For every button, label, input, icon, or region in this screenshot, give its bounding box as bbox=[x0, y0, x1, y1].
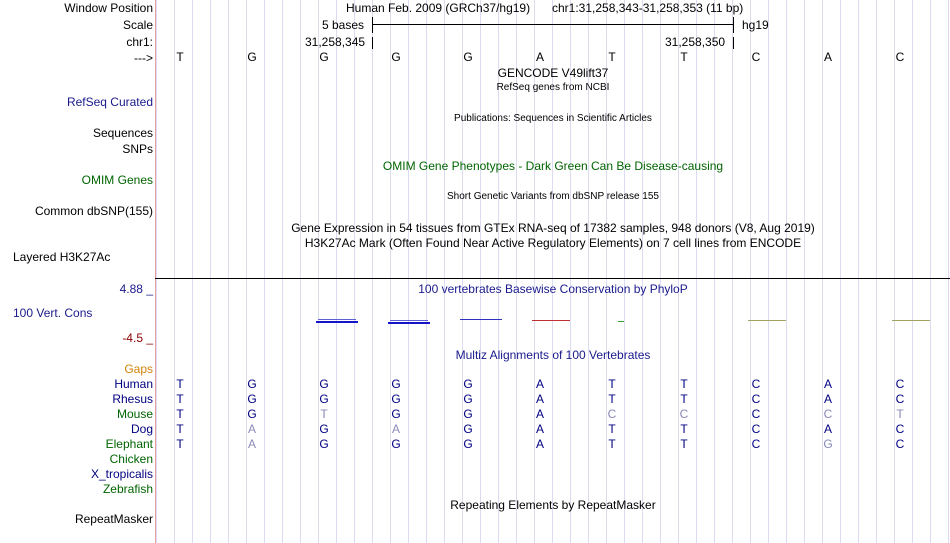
dbsnp-label[interactable]: Common dbSNP(155) bbox=[34, 204, 153, 218]
repeatmasker-label[interactable]: RepeatMasker bbox=[74, 512, 153, 526]
base-letter: T bbox=[176, 50, 184, 64]
species-label[interactable]: Chicken bbox=[109, 452, 153, 466]
chrom-label: chr1: bbox=[126, 35, 153, 49]
base-letter: T bbox=[680, 50, 688, 64]
phylop-max-label: 4.88 _ bbox=[119, 282, 153, 296]
publications-track[interactable] bbox=[156, 112, 950, 125]
base-sequence-row bbox=[156, 50, 950, 64]
aligned-base: C bbox=[751, 437, 761, 451]
aligned-base: A bbox=[535, 377, 544, 391]
phylop-min-label: -4.5 _ bbox=[122, 331, 153, 345]
aligned-base: G bbox=[247, 392, 257, 406]
aligned-base: G bbox=[391, 377, 401, 391]
base-letter: G bbox=[247, 50, 257, 64]
omim-title: OMIM Gene Phenotypes - Dark Green Can Be Disease-causing bbox=[382, 159, 724, 173]
gencode-title: GENCODE V49lift37 bbox=[497, 66, 609, 80]
aligned-base: T bbox=[608, 377, 616, 391]
species-alignment-row[interactable] bbox=[156, 437, 950, 451]
aligned-base: T bbox=[608, 422, 616, 436]
base-letter: G bbox=[391, 50, 401, 64]
scale-text: 5 bases bbox=[322, 18, 365, 32]
species-alignment-row[interactable] bbox=[156, 452, 950, 466]
assembly-text: Human Feb. 2009 (GRCh37/hg19) bbox=[346, 1, 531, 15]
base-letter: C bbox=[751, 50, 761, 64]
phylop-score-mark bbox=[460, 319, 502, 320]
phylop-score-mark bbox=[532, 320, 570, 321]
gtex-track[interactable] bbox=[156, 221, 950, 235]
aligned-base: T bbox=[608, 437, 616, 451]
species-label[interactable]: X_tropicalis bbox=[90, 467, 153, 481]
phylop-title: 100 vertebrates Basewise Conservation by PhyloP bbox=[418, 282, 688, 296]
aligned-base: C bbox=[895, 437, 905, 451]
phylop-score-mark bbox=[390, 320, 428, 321]
refseq-curated-label[interactable]: RefSeq Curated bbox=[66, 95, 153, 109]
h3k27ac-track[interactable] bbox=[156, 236, 950, 250]
base-letter: C bbox=[895, 50, 905, 64]
base-letter: G bbox=[319, 50, 329, 64]
omim-genes-label[interactable]: OMIM Genes bbox=[81, 173, 153, 187]
aligned-base: G bbox=[247, 407, 257, 421]
aligned-base: T bbox=[680, 377, 688, 391]
species-label[interactable]: Mouse bbox=[116, 407, 153, 421]
phylop-plot[interactable] bbox=[156, 316, 950, 328]
phylop-track[interactable] bbox=[156, 282, 950, 296]
strand-label: ---> bbox=[134, 51, 153, 65]
window-position-row bbox=[156, 1, 950, 15]
aligned-base: T bbox=[320, 407, 328, 421]
phylop-score-mark bbox=[748, 320, 786, 321]
aligned-base: G bbox=[463, 377, 473, 391]
species-alignment-row[interactable] bbox=[156, 377, 950, 391]
aligned-base: A bbox=[823, 377, 832, 391]
aligned-base: C bbox=[751, 392, 761, 406]
ruler-coord-left: 31,258,345 bbox=[305, 35, 366, 49]
base-letter: T bbox=[608, 50, 616, 64]
track-group-separator bbox=[155, 278, 950, 279]
aligned-base: C bbox=[823, 407, 833, 421]
ruler-tick-right bbox=[733, 37, 734, 49]
aligned-base: T bbox=[176, 407, 184, 421]
scale-label: Scale bbox=[122, 18, 153, 32]
publications-title: Publications: Sequences in Scientific Articles bbox=[454, 113, 652, 124]
aligned-base: G bbox=[319, 437, 329, 451]
track-label-column bbox=[0, 0, 155, 543]
gaps-label[interactable]: Gaps bbox=[124, 362, 153, 376]
species-alignment-row[interactable] bbox=[156, 392, 950, 406]
species-label[interactable]: Rhesus bbox=[112, 392, 153, 406]
aligned-base: A bbox=[391, 422, 400, 436]
aligned-base: C bbox=[751, 377, 761, 391]
aligned-base: A bbox=[535, 437, 544, 451]
aligned-base: G bbox=[319, 377, 329, 391]
base-letter: A bbox=[535, 50, 544, 64]
aligned-base: T bbox=[176, 437, 184, 451]
aligned-base: C bbox=[607, 407, 617, 421]
aligned-base: G bbox=[463, 392, 473, 406]
species-label[interactable]: Elephant bbox=[105, 437, 153, 451]
repeatmasker-track[interactable] bbox=[156, 498, 950, 512]
species-alignment-row[interactable] bbox=[156, 467, 950, 481]
dbsnp-track[interactable] bbox=[156, 190, 950, 203]
aligned-base: C bbox=[895, 377, 905, 391]
base-letter: A bbox=[823, 50, 832, 64]
aligned-base: G bbox=[391, 437, 401, 451]
position-text: chr1:31,258,343-31,258,353 (11 bp) bbox=[552, 1, 744, 15]
aligned-base: A bbox=[247, 422, 256, 436]
aligned-base: T bbox=[680, 422, 688, 436]
refseq-title: RefSeq genes from NCBI bbox=[496, 82, 610, 93]
h3k27ac-label[interactable]: Layered H3K27Ac bbox=[13, 250, 111, 264]
dbsnp-title: Short Genetic Variants from dbSNP release 155 bbox=[447, 191, 659, 202]
aligned-base: A bbox=[535, 392, 544, 406]
aligned-base: A bbox=[535, 407, 544, 421]
phylop-score-mark bbox=[388, 322, 430, 324]
base-letter: G bbox=[463, 50, 473, 64]
scale-db: hg19 bbox=[742, 18, 769, 32]
multiz-track[interactable] bbox=[156, 348, 950, 362]
window-position-label: Window Position bbox=[64, 1, 153, 15]
phylop-label[interactable]: 100 Vert. Cons bbox=[13, 306, 93, 320]
species-alignment-row[interactable] bbox=[156, 422, 950, 436]
multiz-title: Multiz Alignments of 100 Vertebrates bbox=[455, 348, 651, 362]
aligned-base: G bbox=[463, 422, 473, 436]
scale-bar-right-tick bbox=[733, 17, 734, 33]
aligned-base: C bbox=[679, 407, 689, 421]
h3k27ac-title: H3K27Ac Mark (Often Found Near Active Regulatory Elements) on 7 cell lines from ENCODE bbox=[304, 236, 802, 250]
aligned-base: A bbox=[535, 422, 544, 436]
aligned-base: G bbox=[463, 407, 473, 421]
repeatmasker-title: Repeating Elements by RepeatMasker bbox=[450, 498, 656, 512]
aligned-base: C bbox=[895, 392, 905, 406]
scale-bar-left-tick bbox=[372, 17, 373, 33]
aligned-base: C bbox=[751, 407, 761, 421]
species-alignment-row[interactable] bbox=[156, 482, 950, 496]
phylop-score-mark bbox=[892, 320, 930, 321]
aligned-base: T bbox=[176, 377, 184, 391]
aligned-base: T bbox=[608, 392, 616, 406]
ruler-tick-left bbox=[372, 37, 373, 49]
aligned-base: G bbox=[319, 422, 329, 436]
aligned-base: T bbox=[176, 392, 184, 406]
refseq-track[interactable] bbox=[156, 81, 950, 94]
gencode-track[interactable] bbox=[156, 66, 950, 80]
phylop-score-mark bbox=[318, 319, 356, 320]
gtex-title: Gene Expression in 54 tissues from GTEx RNA-seq of 17382 samples, 948 donors (V8, Aug 2019) bbox=[291, 221, 815, 235]
aligned-base: G bbox=[319, 392, 329, 406]
phylop-score-mark bbox=[316, 321, 358, 323]
aligned-base: A bbox=[823, 392, 832, 406]
aligned-base: G bbox=[391, 392, 401, 406]
aligned-base: A bbox=[823, 422, 832, 436]
aligned-base: G bbox=[823, 437, 833, 451]
ruler-row bbox=[156, 34, 950, 50]
species-label[interactable]: Human bbox=[114, 377, 153, 391]
omim-track[interactable] bbox=[156, 159, 950, 173]
ruler-coord-right: 31,258,350 bbox=[665, 35, 726, 49]
species-label[interactable]: Dog bbox=[130, 422, 153, 436]
scale-row bbox=[156, 17, 950, 33]
phylop-score-mark bbox=[618, 321, 624, 322]
snps-label[interactable]: SNPs bbox=[122, 142, 153, 156]
aligned-base: C bbox=[751, 422, 761, 436]
aligned-base: T bbox=[680, 437, 688, 451]
aligned-base: G bbox=[463, 437, 473, 451]
aligned-base: T bbox=[680, 392, 688, 406]
species-label[interactable]: Zebrafish bbox=[102, 482, 153, 496]
aligned-base: G bbox=[247, 377, 257, 391]
aligned-base: A bbox=[247, 437, 256, 451]
publications-sequences-label[interactable]: Sequences bbox=[92, 126, 153, 140]
species-alignment-row[interactable] bbox=[156, 407, 950, 421]
aligned-base: C bbox=[895, 422, 905, 436]
aligned-base: T bbox=[896, 407, 904, 421]
aligned-base: T bbox=[176, 422, 184, 436]
aligned-base: G bbox=[391, 407, 401, 421]
scale-bar bbox=[372, 24, 733, 25]
